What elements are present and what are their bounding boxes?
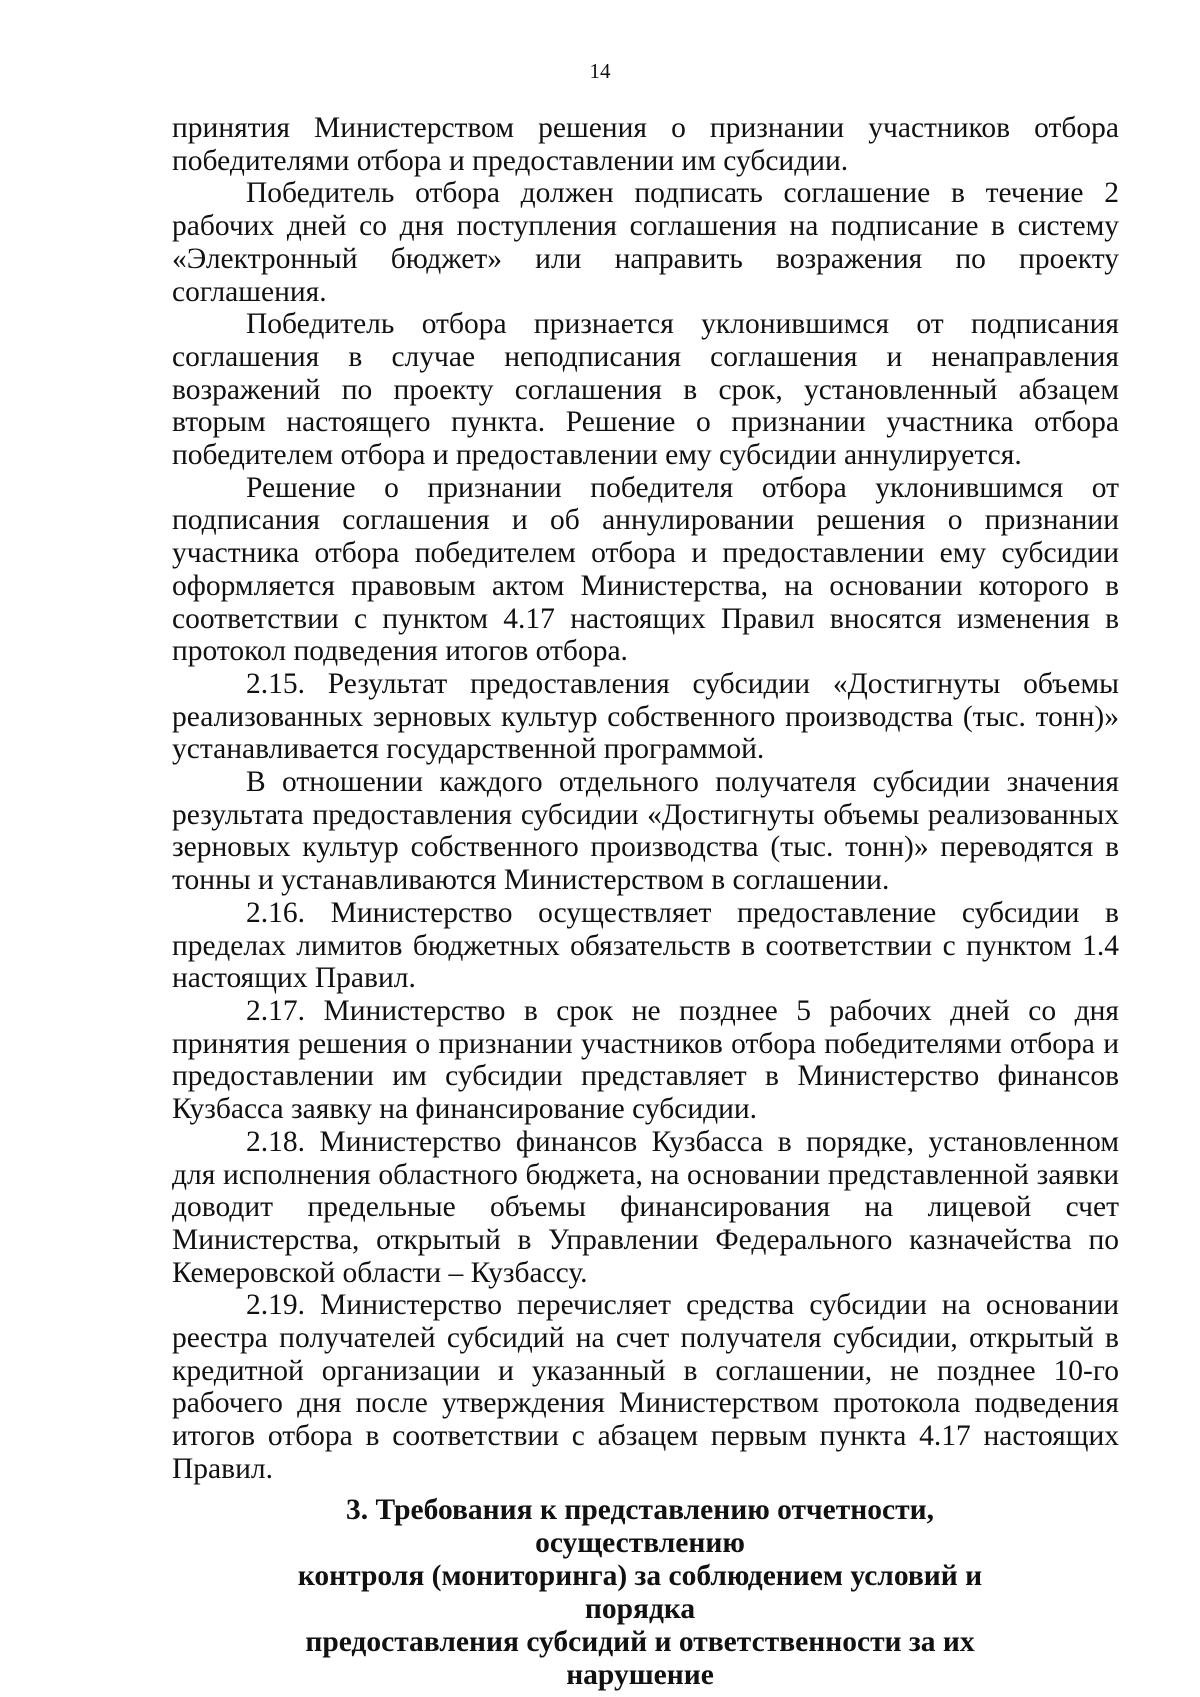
paragraph-agreement-signing: Победитель отбора должен подписать соглашение в течение 2 рабочих дней со дня поступления соглашения на подписание в систему «Электронный бюджет» или направить возражения по проекту соглашения. <box>172 177 1119 308</box>
page-number: 14 <box>589 59 611 83</box>
paragraph-decision-act: Решение о признании победителя отбора уклонившимся от подписания соглашения и об аннулировании решения о признании участника отбора победителем отбора и предоставлении ему субсидии оформляется правовым актом Министерства, на основании которого в соответствии с пунктом 4.17 настоящих Правил вносятся изменения в протокол подведения итогов отбора. <box>172 471 1119 668</box>
paragraph-2-16: 2.16. Министерство осуществляет предоставление субсидии в пределах лимитов бюджетных обязательств в соответствии с пунктом 1.4 настоящих Правил. <box>172 896 1119 995</box>
section-heading-line-2: контроля (мониторинга) за соблюдением условий и порядка <box>297 1560 983 1625</box>
paragraph-result-values: В отношении каждого отдельного получателя субсидии значения результата предоставления субсидии «Достигнуты объемы реализованных зерновых культур собственного производства (тыс. тонн)» переводятся в тонны и устанавливаются Министерством в соглашении. <box>172 766 1119 897</box>
paragraph-2-18: 2.18. Министерство финансов Кузбасса в порядке, установленном для исполнения областного бюджета, на основании представленной заявки доводит предельные объемы финансирования на лицевой счет Министерства, открытый в Управлении Федерального казначейства по Кемеровской области – Кузбассу. <box>172 1125 1119 1289</box>
section-heading-line-3: предоставления субсидий и ответственности за их нарушение <box>305 1626 975 1691</box>
paragraph-2-19: 2.19. Министерство перечисляет средства субсидии на основании реестра получателей субсидий на счет получателя субсидии, открытый в кредитной организации и указанный в соглашении, не позднее 10-го рабочего дня после утверждения Министерством протокола подведения итогов отбора в соответствии с абзацем первым пункта 4.17 настоящих Правил. <box>172 1289 1119 1485</box>
section-heading-line-1: 3. Требования к представлению отчетности, осуществлению <box>346 1494 934 1559</box>
section-heading <box>240 1494 1040 1692</box>
paragraph-continuation: принятия Министерством решения о признании участников отбора победителями отбора и предоставлении им субсидии. <box>172 112 1119 177</box>
paragraph-2-17: 2.17. Министерство в срок не позднее 5 рабочих дней со дня принятия решения о признании участников отбора победителями отбора и предоставлении им субсидии представляет в Министерство финансов Кузбасса заявку на финансирование субсидии. <box>172 994 1119 1126</box>
document-body <box>172 112 1119 1486</box>
paragraph-evasion: Победитель отбора признается уклонившимся от подписания соглашения в случае неподписания соглашения и ненаправления возражений по проекту соглашения в срок, установленный абзацем вторым настоящего пункта. Решение о признании участника отбора победителем отбора и предоставлении ему субсидии аннулируется. <box>172 308 1119 472</box>
paragraph-2-15: 2.15. Результат предоставления субсидии «Достигнуты объемы реализованных зерновых культур собственного производства (тыс. тонн)» устанавливается государственной программой. <box>172 667 1119 766</box>
